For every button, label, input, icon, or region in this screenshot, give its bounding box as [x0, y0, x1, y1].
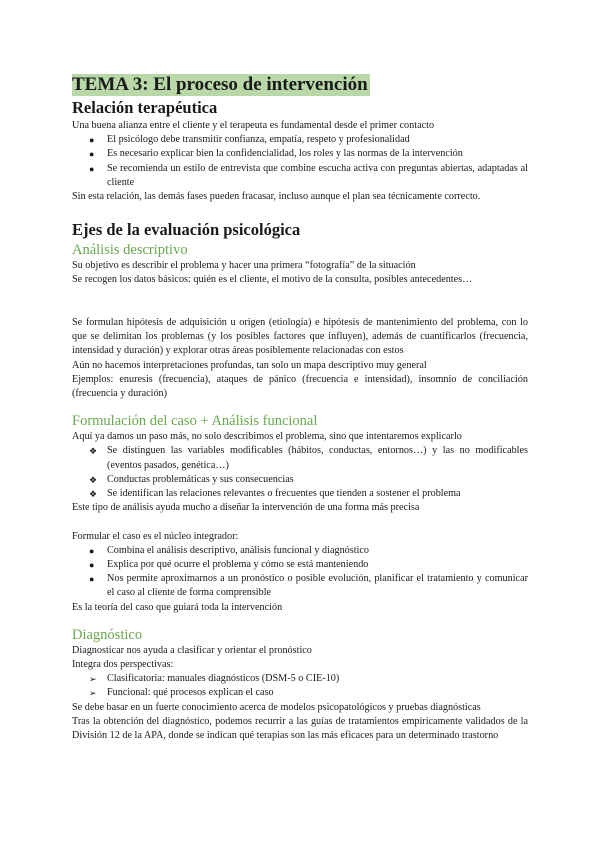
bullet-dot-icon: ● [89, 545, 95, 556]
paragraph: Se debe basar en un fuerte conocimiento acerca de modelos psicopatológicos y pruebas diagnósticas [72, 701, 481, 713]
list-item: ❖ Se identifican las relaciones relevantes o frecuentes que tienden a sostener el problema [72, 487, 528, 501]
bullet-dot-icon: ● [89, 149, 95, 160]
bullet-list [72, 544, 528, 601]
paragraph: Formular el caso es el núcleo integrador: [72, 530, 239, 542]
bullet-dot-icon: ● [89, 560, 95, 571]
bullet-list [72, 672, 528, 700]
list-item: ● El psicólogo debe transmitir confianza, empatía, respeto y profesionalidad [72, 133, 528, 147]
list-item: ● Nos permite aproximarnos a un pronóstico o posible evolución, planificar el tratamiento y comunicar el caso al cliente de forma comprensible [89, 573, 528, 599]
paragraph: Se recogen los datos básicos: quién es el cliente, el motivo de la consulta, posibles antecedentes… [72, 274, 473, 286]
bullet-list [72, 444, 528, 501]
subsection-heading-diagnostico: Diagnóstico [72, 626, 143, 643]
paragraph: Aquí ya damos un paso más, no solo describimos el problema, sino que intentaremos explicarlo [72, 431, 462, 443]
paragraph: Es la teoría del caso que guiará toda la intervención [72, 601, 283, 613]
document-page [72, 74, 528, 743]
paragraph: Sin esta relación, las demás fases pueden fracasar, incluso aunque el plan sea técnicamente correcto. [72, 191, 481, 203]
bullet-list [72, 133, 528, 190]
bullet-arrow-icon: ➢ [89, 674, 97, 685]
list-item: ❖ Se distinguen las variables modificables (hábitos, conductas, entornos…) y las no modificables (eventos pasados, genética…) [89, 445, 528, 471]
subsection-heading-analisis: Análisis descriptivo [72, 242, 188, 259]
paragraph: Su objetivo es describir el problema y hacer una primera “fotografía” de la situación [72, 260, 416, 272]
paragraph: Una buena alianza entre el cliente y el terapeuta es fundamental desde el primer contacto [72, 120, 435, 131]
paragraph: Se formulan hipótesis de adquisición u origen (etiología) e hipótesis de mantenimiento del problema, con lo que se delimitan los problemas (y los posibles factores que influyen), además de cuantificarlos (frecuencia, intensidad y duración) y explorar otras áreas posiblemente relacionadas con estos [72, 317, 528, 357]
bullet-diamond-icon: ❖ [89, 446, 98, 457]
list-item: ● Explica por qué ocurre el problema y cómo se está manteniendo [72, 558, 528, 572]
bullet-dot-icon: ● [89, 163, 95, 174]
list-item: ➢ Funcional: qué procesos explican el caso [72, 686, 528, 700]
bullet-diamond-icon: ❖ [89, 474, 98, 485]
paragraph: Aún no hacemos interpretaciones profundas, tan solo un mapa descriptivo muy general [72, 359, 427, 371]
list-item: ● Combina el análisis descriptivo, análisis funcional y diagnóstico [72, 544, 528, 558]
paragraph: Ejemplos: enuresis (frecuencia), ataques de pánico (frecuencia e intensidad), insomnio de conciliación (frecuencia y duración) [72, 373, 528, 400]
bullet-dot-icon: ● [89, 135, 95, 146]
subsection-heading-formulacion: Formulación del caso + Análisis funcional [72, 413, 318, 430]
bullet-dot-icon: ● [89, 574, 95, 585]
page-title: TEMA 3: El proceso de intervención [72, 74, 368, 95]
paragraph: Este tipo de análisis ayuda mucho a diseñar la intervención de una forma más precisa [72, 502, 420, 514]
bullet-arrow-icon: ➢ [89, 688, 97, 699]
section-heading-relacion: Relación terapéutica [72, 98, 218, 117]
bullet-diamond-icon: ❖ [89, 489, 98, 500]
list-item: ➢ Clasificatoria: manuales diagnósticos (DSM-5 o CIE-10) [72, 672, 528, 686]
list-item: ❖ Conductas problemáticas y sus consecuencias [72, 473, 528, 487]
section-heading-ejes: Ejes de la evaluación psicológica [72, 220, 301, 240]
paragraph: Diagnosticar nos ayuda a clasificar y orientar el pronóstico [72, 644, 312, 656]
paragraph: Tras la obtención del diagnóstico, podemos recurrir a las guías de tratamientos empíricamente validados de la División 12 de la APA, donde se indican qué terapias son las más eficaces para un determinado trastorno [72, 715, 528, 742]
paragraph: Integra dos perspectivas: [72, 659, 174, 671]
list-item: ● Es necesario explicar bien la confidencialidad, los roles y las normas de la intervención [72, 147, 528, 161]
list-item: ● Se recomienda un estilo de entrevista que combine escucha activa con preguntas abiertas, adaptadas al cliente [89, 162, 528, 188]
